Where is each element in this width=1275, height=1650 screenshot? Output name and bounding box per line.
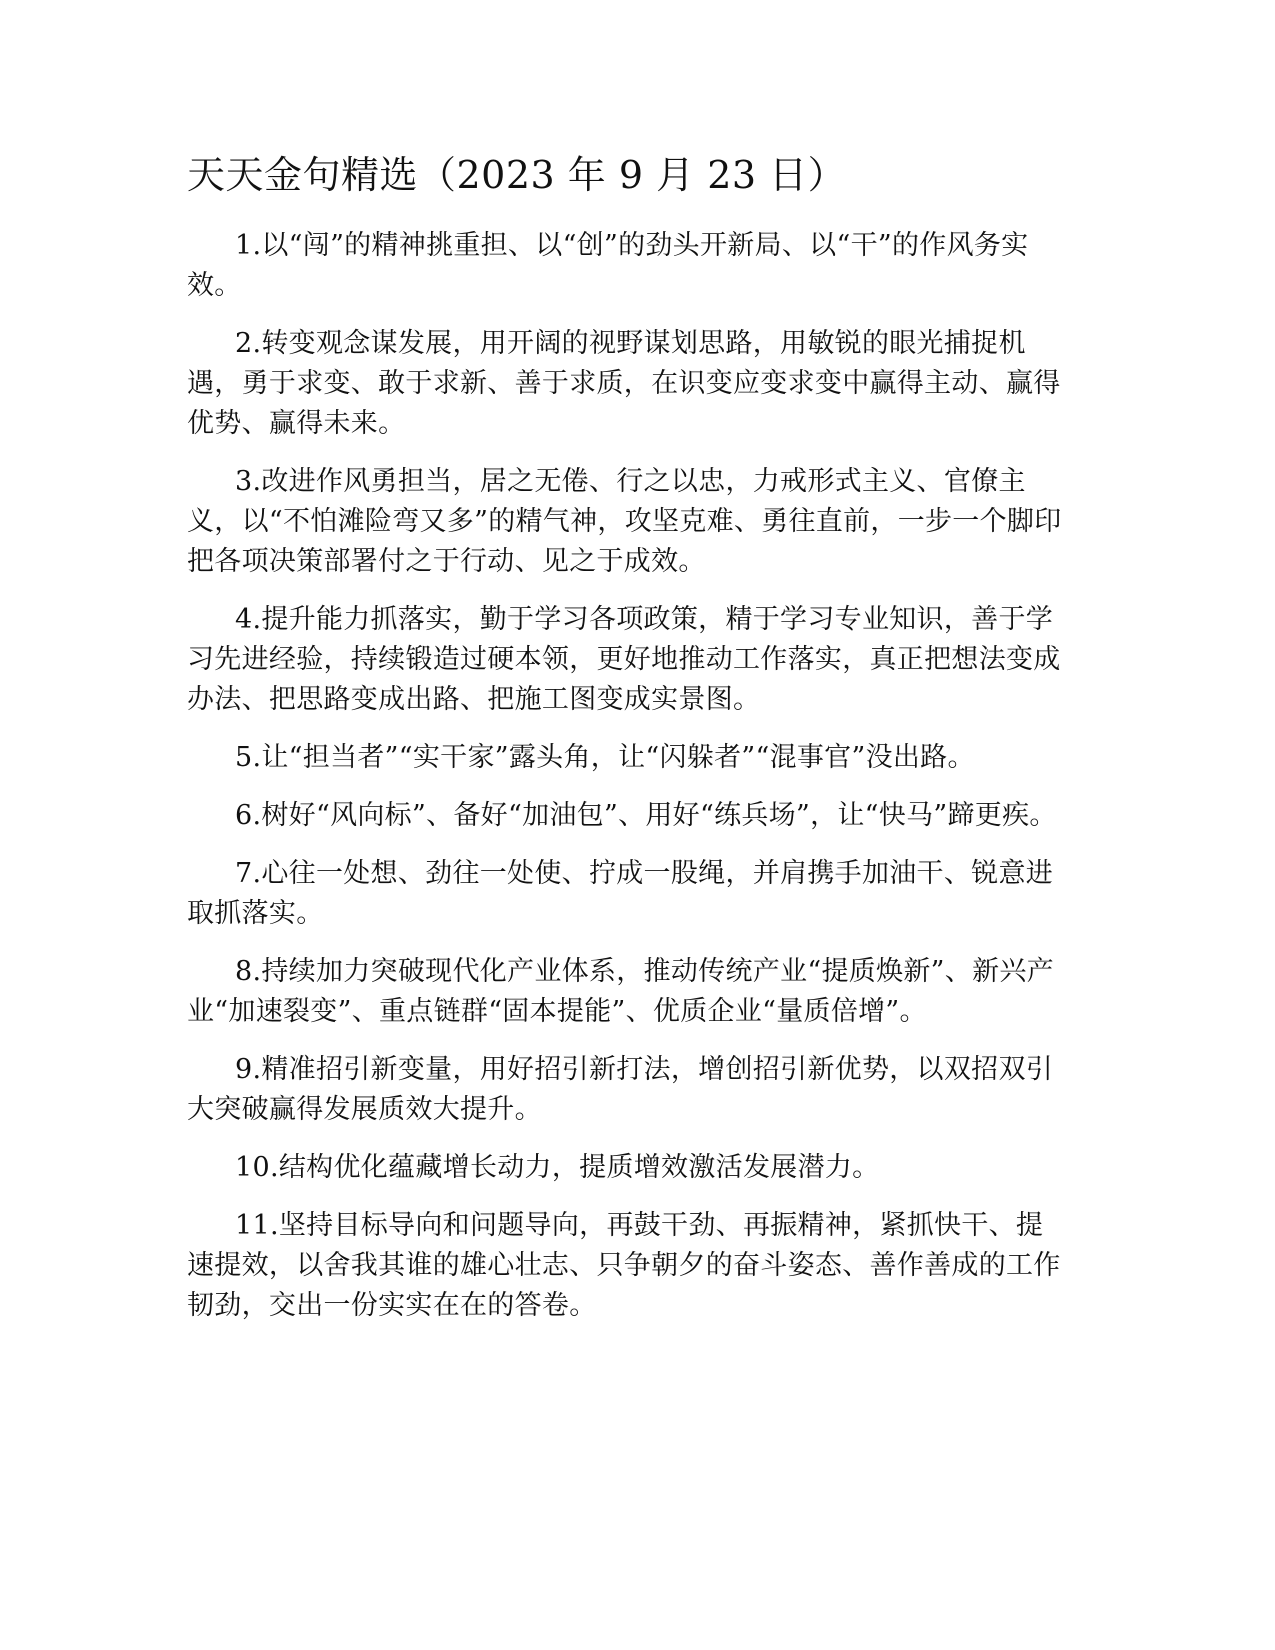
quote-item-4: 4.提升能力抓落实，勤于学习各项政策，精于学习专业知识，善于学习先进经验，持续锻造过硬本领，更好地推动工作落实，真正把想法变成办法、把思路变成出路、把施工图变成实景图。 — [187, 604, 1061, 715]
page-title: 天天金句精选（2023 年 9 月 23 日） — [187, 153, 847, 197]
quote-item-5: 5.让“担当者”“实干家”露头角，让“闪躲者”“混事官”没出路。 — [235, 742, 975, 773]
quote-item-10: 10.结构优化蕴藏增长动力，提质增效激活发展潜力。 — [235, 1152, 880, 1183]
quote-item-7: 7.心往一处想、劲往一处使、拧成一股绳，并肩携手加油干、锐意进取抓落实。 — [187, 858, 1054, 929]
quote-item-1: 1.以“闯”的精神挑重担、以“创”的劲头开新局、以“干”的作风务实效。 — [187, 230, 1029, 301]
quote-item-8: 8.持续加力突破现代化产业体系，推动传统产业“提质焕新”、新兴产业“加速裂变”、重点链群“固本提能”、优质企业“量质倍增”。 — [187, 956, 1054, 1027]
quote-item-2: 2.转变观念谋发展，用开阔的视野谋划思路，用敏锐的眼光捕捉机遇，勇于求变、敢于求新、善于求质，在识变应变求变中赢得主动、赢得优势、赢得未来。 — [187, 328, 1061, 439]
quote-list — [187, 226, 1067, 1344]
quote-item-3: 3.改进作风勇担当，居之无倦、行之以忠，力戒形式主义、官僚主义，以“不怕滩险弯又多”的精气神，攻坚克难、勇往直前，一步一个脚印把各项决策部署付之于行动、见之于成效。 — [187, 466, 1062, 577]
quote-item-11: 11.坚持目标导向和问题导向，再鼓干劲、再振精神，紧抓快干、提速提效，以舍我其谁的雄心壮志、只争朝夕的奋斗姿态、善作善成的工作韧劲，交出一份实实在在的答卷。 — [187, 1210, 1061, 1321]
quote-item-9: 9.精准招引新变量，用好招引新打法，增创招引新优势，以双招双引大突破赢得发展质效大提升。 — [187, 1054, 1054, 1125]
quote-item-6: 6.树好“风向标”、备好“加油包”、用好“练兵场”，让“快马”蹄更疾。 — [235, 800, 1057, 831]
